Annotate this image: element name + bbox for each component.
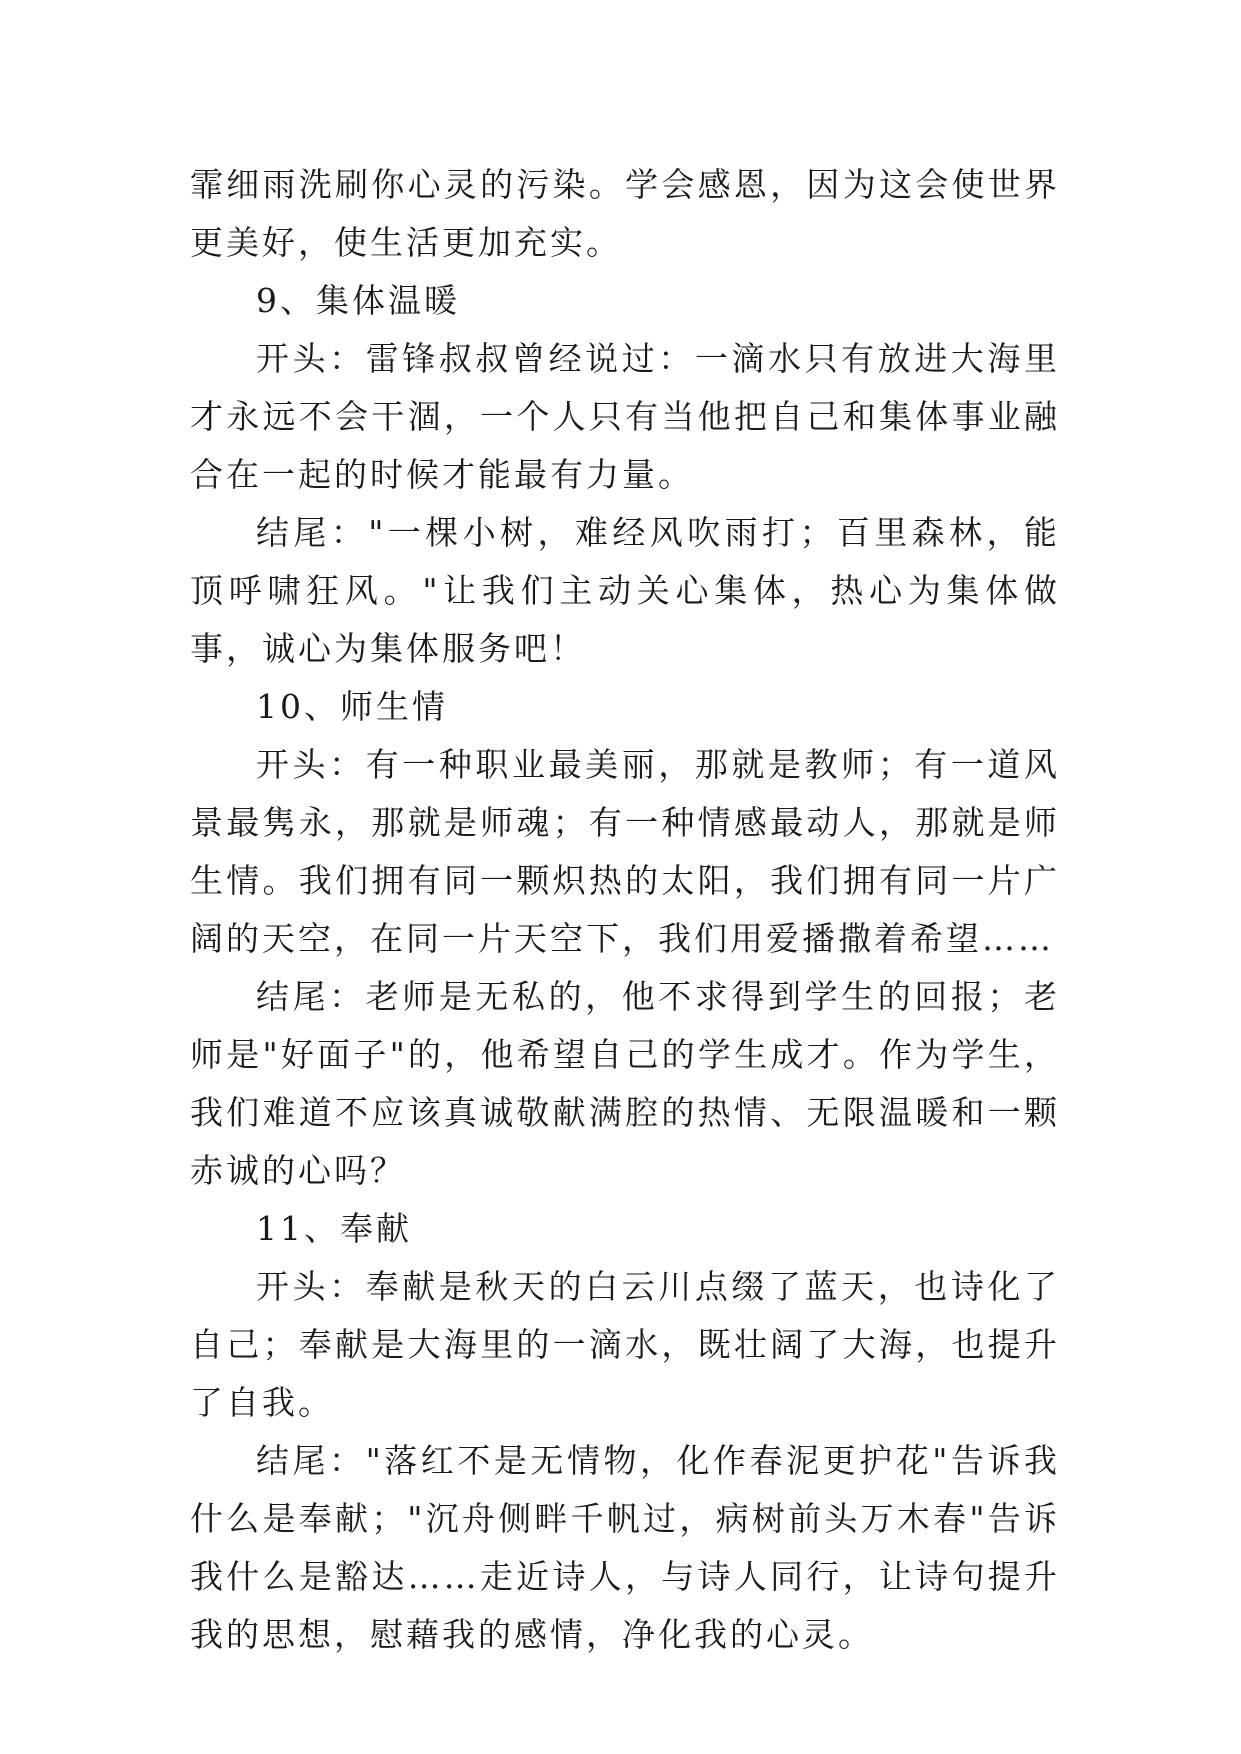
section-heading-dedication: 11、奉献 xyxy=(256,1209,412,1248)
paragraph-ending: 结尾："落红不是无情物，化作春泥更护花"告诉我什么是奉献；"沉舟侧畔千帆过，病树前头万木春"告诉我什么是豁达……走近诗人，与诗人同行，让诗句提升我的思想，慰藉我的感情，净化我的心灵。 xyxy=(190,1441,1060,1654)
paragraph-opening: 开头：有一种职业最美丽，那就是教师；有一道风景最隽永，那就是师魂；有一种情感最动人，那就是师生情。我们拥有同一颗炽热的太阳，我们拥有同一片广阔的天空，在同一片天空下，我们用爱播撒着希望…… xyxy=(190,745,1060,958)
paragraph-opening: 开头：奉献是秋天的白云川点缀了蓝天，也诗化了自己；奉献是大海里的一滴水，既壮阔了大海，也提升了自我。 xyxy=(190,1267,1060,1422)
section-heading-teacher-student: 10、师生情 xyxy=(256,687,448,726)
paragraph-continuation: 霏细雨洗刷你心灵的污染。学会感恩，因为这会使世界更美好，使生活更加充实。 xyxy=(190,165,1060,262)
paragraph-opening: 开头：雷锋叔叔曾经说过：一滴水只有放进大海里才永远不会干涸，一个人只有当他把自己和集体事业融合在一起的时候才能最有力量。 xyxy=(190,339,1060,494)
paragraph-ending: 结尾：老师是无私的，他不求得到学生的回报；老师是"好面子"的，他希望自己的学生成才。作为学生，我们难道不应该真诚敬献满腔的热情、无限温暖和一颗赤诚的心吗？ xyxy=(190,977,1060,1190)
document-body xyxy=(190,156,1060,1664)
paragraph-ending: 结尾："一棵小树，难经风吹雨打；百里森林，能顶呼啸狂风。"让我们主动关心集体，热心为集体做事，诚心为集体服务吧！ xyxy=(190,513,1060,668)
section-heading-collective-warmth: 9、集体温暖 xyxy=(256,281,460,320)
